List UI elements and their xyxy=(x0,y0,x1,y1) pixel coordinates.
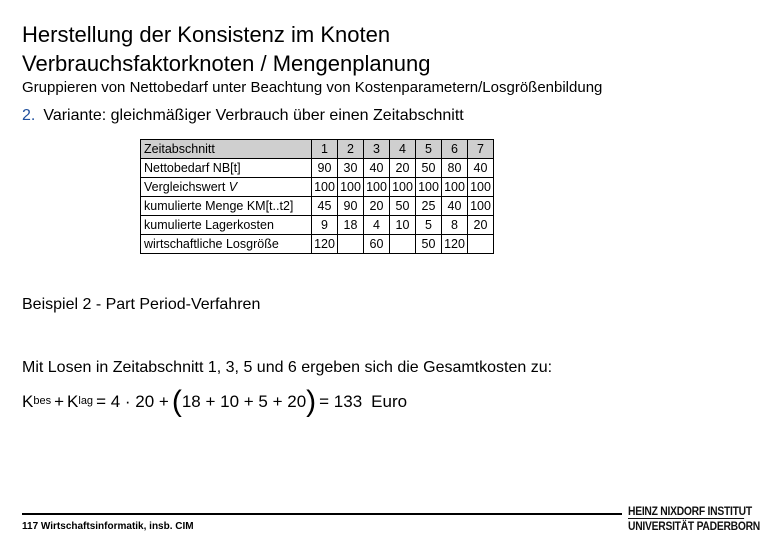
table-cell: 30 xyxy=(338,159,364,178)
title-line-1: Herstellung der Konsistenz im Knoten xyxy=(22,22,391,47)
table-cell: 25 xyxy=(416,197,442,216)
table-cell: 90 xyxy=(312,159,338,178)
table-cell: 40 xyxy=(468,159,494,178)
table-cell xyxy=(390,235,416,254)
row-label: kumulierte Menge KM[t..t2] xyxy=(141,197,312,216)
table-cell: 40 xyxy=(364,159,390,178)
row-label: wirtschaftliche Losgröße xyxy=(141,235,312,254)
table-cell xyxy=(468,235,494,254)
table-cell: 100 xyxy=(364,178,390,197)
cost-formula xyxy=(22,385,408,418)
footer-divider xyxy=(22,513,622,515)
slide-title xyxy=(22,20,431,78)
table-cell: 120 xyxy=(312,235,338,254)
row-label-text: Vergleichswert xyxy=(144,180,226,194)
title-line-2: Verbrauchsfaktorknoten / Mengenplanung xyxy=(22,51,431,76)
table-cell: 50 xyxy=(416,159,442,178)
formula-plus: + xyxy=(54,392,65,411)
table-cell: 5 xyxy=(416,216,442,235)
variant-number: 2. xyxy=(22,107,36,124)
table-cell: 18 xyxy=(338,216,364,235)
row-label-variable: V xyxy=(228,180,238,194)
table-cell: 100 xyxy=(338,178,364,197)
table-row xyxy=(141,159,494,178)
table-cell: 120 xyxy=(442,235,468,254)
formula-unit: Euro xyxy=(371,392,408,411)
formula-close-paren: ) xyxy=(306,385,317,418)
formula-eq: = 4 · 20 + xyxy=(96,392,169,411)
formula-sup-bes: bes xyxy=(33,395,52,407)
footer-text: 117 Wirtschaftsinformatik, insb. CIM xyxy=(22,521,194,532)
logo-line-2: UNIVERSITÄT PADERBORN xyxy=(628,519,761,533)
table-row xyxy=(141,235,494,254)
table-header-cell: 1 xyxy=(312,140,338,159)
table-header-cell: 3 xyxy=(364,140,390,159)
formula-open-paren: ( xyxy=(171,385,182,418)
table-cell: 50 xyxy=(416,235,442,254)
table-cell xyxy=(338,235,364,254)
table-header-cell: 2 xyxy=(338,140,364,159)
table-cell: 100 xyxy=(312,178,338,197)
table-cell: 60 xyxy=(364,235,390,254)
table-row xyxy=(141,216,494,235)
row-label xyxy=(141,178,312,197)
slide-subtitle: Gruppieren von Nettobedarf unter Beachtung von Kostenparametern/Losgrößenbildung xyxy=(22,79,603,96)
total-costs-text: Mit Losen in Zeitabschnitt 1, 3, 5 und 6 ergeben sich die Gesamtkosten zu: xyxy=(22,359,553,376)
formula-inner: 18 + 10 + 5 + 20 xyxy=(181,392,307,411)
table-cell: 100 xyxy=(416,178,442,197)
table-cell: 90 xyxy=(338,197,364,216)
table-header-cell: 6 xyxy=(442,140,468,159)
row-label: kumulierte Lagerkosten xyxy=(141,216,312,235)
table-header-cell: 7 xyxy=(468,140,494,159)
example-heading: Beispiel 2 - Part Period-Verfahren xyxy=(22,296,261,313)
lot-size-table xyxy=(140,139,494,254)
table-cell: 4 xyxy=(364,216,390,235)
table-cell: 100 xyxy=(468,178,494,197)
table-cell: 20 xyxy=(364,197,390,216)
table-cell: 10 xyxy=(390,216,416,235)
table-cell: 45 xyxy=(312,197,338,216)
variant-heading xyxy=(22,107,464,125)
formula-k-lag: K xyxy=(67,392,79,411)
table-cell: 100 xyxy=(468,197,494,216)
table-cell: 40 xyxy=(442,197,468,216)
table-cell: 9 xyxy=(312,216,338,235)
row-label: Nettobedarf NB[t] xyxy=(141,159,312,178)
table-cell: 20 xyxy=(468,216,494,235)
logo-line-1: HEINZ NIXDORF INSTITUT xyxy=(628,504,752,518)
table-header-label: Zeitabschnitt xyxy=(141,140,312,159)
table-cell: 50 xyxy=(390,197,416,216)
table-cell: 80 xyxy=(442,159,468,178)
table-header-cell: 4 xyxy=(390,140,416,159)
formula-sup-lag: lag xyxy=(78,395,94,407)
institute-logo xyxy=(628,504,763,533)
table-header-row xyxy=(141,140,494,159)
table-header-cell: 5 xyxy=(416,140,442,159)
variant-text: Variante: gleichmäßiger Verbrauch über einen Zeitabschnitt xyxy=(43,107,464,124)
table-row xyxy=(141,197,494,216)
table-cell: 100 xyxy=(390,178,416,197)
table-cell: 100 xyxy=(442,178,468,197)
formula-result: = 133 xyxy=(319,392,363,411)
table-cell: 20 xyxy=(390,159,416,178)
table-row xyxy=(141,178,494,197)
table-cell: 8 xyxy=(442,216,468,235)
formula-k-bes: K xyxy=(22,392,34,411)
